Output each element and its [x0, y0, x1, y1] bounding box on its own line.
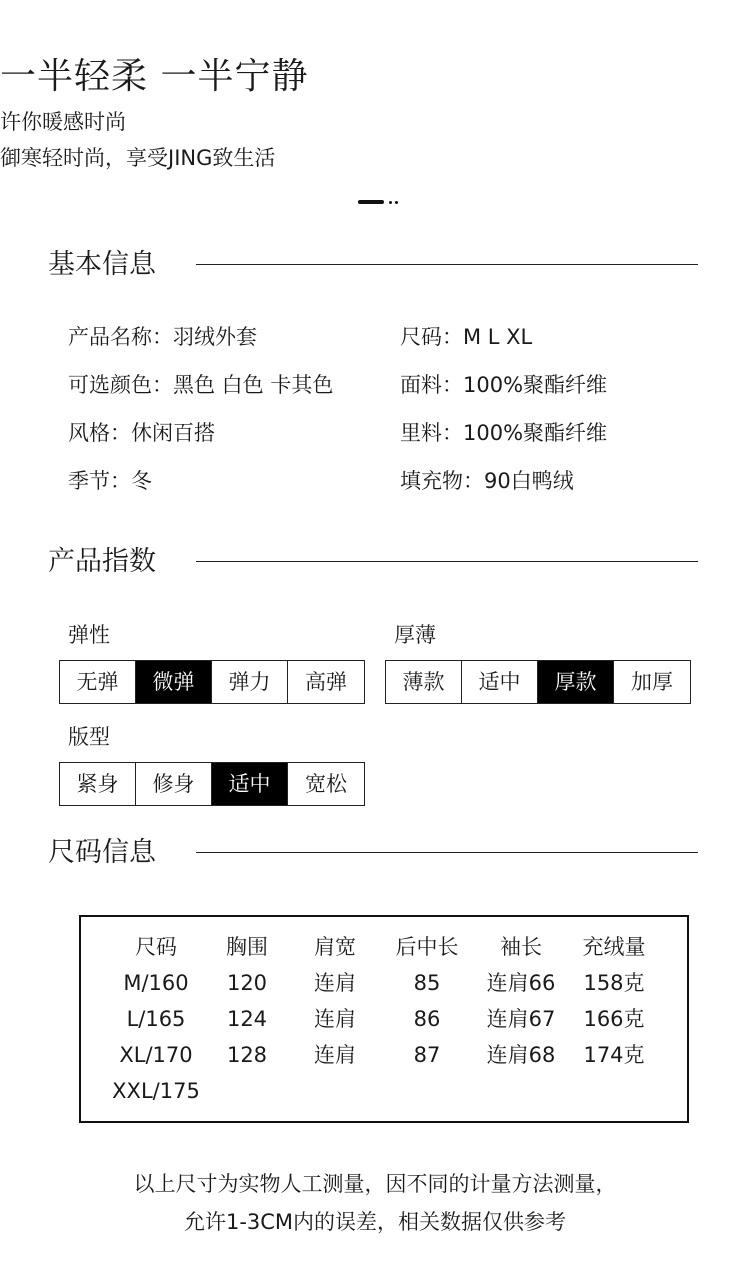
table-cell: M/160 — [123, 971, 189, 995]
footnote-line-2: 允许1-3CM内的误差，相关数据仅供参考 — [183, 1210, 567, 1234]
table-header-row — [81, 929, 687, 965]
table-header-cell: 充绒量 — [582, 935, 646, 959]
fit-option: 适中 — [212, 763, 288, 805]
table-cell: 连肩67 — [486, 1007, 556, 1031]
divider-ornament-icon — [358, 198, 404, 206]
elasticity-option: 微弹 — [136, 661, 212, 703]
footnote-line-1: 以上尺寸为实物人工测量，因不同的计量方法测量， — [133, 1172, 617, 1196]
table-cell: 124 — [226, 1007, 268, 1031]
table-row — [81, 1001, 687, 1037]
thickness-option: 厚款 — [538, 661, 614, 703]
fit-label: 版型 — [68, 725, 110, 749]
product-index-header — [48, 544, 698, 580]
table-header-cell: 袖长 — [500, 935, 542, 959]
elasticity-option: 无弹 — [60, 661, 136, 703]
table-cell: XXL/175 — [112, 1079, 200, 1103]
hero-title: 一半轻柔 一半宁静 — [0, 56, 309, 97]
thickness-option: 适中 — [462, 661, 538, 703]
table-cell: 166克 — [583, 1007, 645, 1031]
table-header-cell: 尺码 — [135, 935, 177, 959]
fit-option: 修身 — [136, 763, 212, 805]
fit-scale — [59, 762, 365, 806]
thickness-scale — [385, 660, 691, 704]
size-info-header — [48, 835, 698, 871]
table-cell: 120 — [226, 971, 268, 995]
table-cell: 87 — [413, 1043, 441, 1067]
fit-option: 紧身 — [60, 763, 136, 805]
basic-info-header — [48, 247, 698, 283]
elasticity-option: 弹力 — [212, 661, 288, 703]
table-cell: 连肩 — [314, 1043, 356, 1067]
table-cell: XL/170 — [119, 1043, 193, 1067]
info-item: 填充物：90白鸭绒 — [400, 469, 574, 493]
table-row — [81, 965, 687, 1001]
info-item: 尺码：M L XL — [400, 325, 533, 349]
table-row — [81, 1037, 687, 1073]
info-item: 面料：100%聚酯纤维 — [400, 373, 608, 397]
section-rule — [196, 264, 698, 265]
section-rule — [196, 561, 698, 562]
elasticity-label: 弹性 — [68, 623, 110, 647]
table-cell: 174克 — [583, 1043, 645, 1067]
elasticity-scale — [59, 660, 365, 704]
info-item: 可选颜色：黑色 白色 卡其色 — [68, 373, 334, 397]
table-cell: 128 — [226, 1043, 268, 1067]
table-cell: 连肩 — [314, 1007, 356, 1031]
table-cell: 158克 — [583, 971, 645, 995]
thickness-option: 加厚 — [614, 661, 690, 703]
section-rule — [196, 852, 698, 853]
table-cell: 85 — [413, 971, 441, 995]
info-item: 产品名称：羽绒外套 — [68, 325, 257, 349]
info-item: 季节：冬 — [68, 469, 152, 493]
table-row — [81, 1073, 687, 1109]
section-title: 产品指数 — [48, 546, 156, 577]
fit-option: 宽松 — [288, 763, 364, 805]
table-cell: 连肩68 — [486, 1043, 556, 1067]
section-title: 尺码信息 — [48, 837, 156, 868]
table-header-cell: 后中长 — [395, 935, 459, 959]
elasticity-option: 高弹 — [288, 661, 364, 703]
thickness-label: 厚薄 — [394, 623, 436, 647]
size-table — [79, 915, 689, 1123]
table-header-cell: 胸围 — [226, 935, 268, 959]
table-cell: 86 — [413, 1007, 441, 1031]
thickness-option: 薄款 — [386, 661, 462, 703]
info-item: 风格：休闲百搭 — [68, 421, 215, 445]
hero-subtitle-1: 许你暖感时尚 — [0, 110, 126, 134]
table-cell: 连肩 — [314, 971, 356, 995]
table-header-cell: 肩宽 — [314, 935, 356, 959]
table-cell: 连肩66 — [486, 971, 556, 995]
table-cell: L/165 — [126, 1007, 186, 1031]
section-title: 基本信息 — [48, 249, 156, 280]
hero-subtitle-2: 御寒轻时尚，享受JING致生活 — [0, 146, 276, 170]
info-item: 里料：100%聚酯纤维 — [400, 421, 608, 445]
